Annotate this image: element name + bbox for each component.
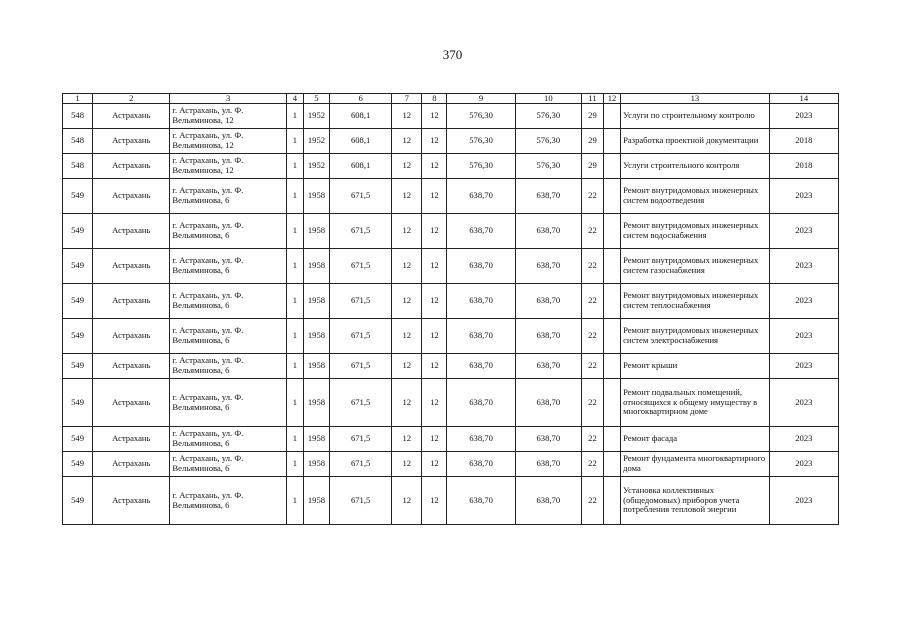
area-cell: 671,5 — [330, 427, 392, 452]
column-9-cell: 576,30 — [447, 104, 515, 129]
area-cell: 671,5 — [330, 214, 392, 249]
address-cell: г. Астрахань, ул. Ф. Вельяминова, 6 — [170, 452, 286, 477]
term-year-cell: 2018 — [769, 129, 838, 154]
column-4-cell: 1 — [286, 354, 303, 379]
column-number: 7 — [392, 94, 422, 104]
column-number: 1 — [63, 94, 93, 104]
column-number: 3 — [170, 94, 286, 104]
column-10-cell: 638,70 — [515, 452, 581, 477]
column-12-cell — [604, 452, 621, 477]
city-cell: Астрахань — [93, 452, 170, 477]
year-cell: 1958 — [303, 477, 329, 525]
column-7-cell: 12 — [392, 179, 422, 214]
work-type-cell: Ремонт крыши — [621, 354, 770, 379]
column-11-cell: 22 — [581, 179, 603, 214]
table-row — [63, 379, 839, 427]
column-number-row — [63, 94, 839, 104]
address-cell: г. Астрахань, ул. Ф. Вельяминова, 6 — [170, 249, 286, 284]
city-cell: Астрахань — [93, 427, 170, 452]
area-cell: 608,1 — [330, 154, 392, 179]
city-cell: Астрахань — [93, 179, 170, 214]
column-11-cell: 22 — [581, 477, 603, 525]
column-9-cell: 638,70 — [447, 354, 515, 379]
column-9-cell: 638,70 — [447, 379, 515, 427]
column-10-cell: 576,30 — [515, 129, 581, 154]
column-9-cell: 638,70 — [447, 427, 515, 452]
address-cell: г. Астрахань, ул. Ф. Вельяминова, 6 — [170, 214, 286, 249]
column-4-cell: 1 — [286, 319, 303, 354]
column-10-cell: 638,70 — [515, 179, 581, 214]
work-type-cell: Ремонт подвальных помещений, относящихся к общему имуществу в многоквартирном доме — [621, 379, 770, 427]
term-year-cell: 2018 — [769, 154, 838, 179]
term-year-cell: 2023 — [769, 427, 838, 452]
table-row — [63, 319, 839, 354]
column-9-cell: 638,70 — [447, 249, 515, 284]
column-9-cell: 576,30 — [447, 154, 515, 179]
work-type-cell: Услуги строительного контроля — [621, 154, 770, 179]
column-7-cell: 12 — [392, 284, 422, 319]
table-row — [63, 452, 839, 477]
column-10-cell: 638,70 — [515, 284, 581, 319]
column-11-cell: 29 — [581, 154, 603, 179]
work-type-cell: Установка коллективных (общедомовых) приборов учета потребления тепловой энергии — [621, 477, 770, 525]
column-number: 6 — [330, 94, 392, 104]
column-9-cell: 638,70 — [447, 179, 515, 214]
table-row — [63, 179, 839, 214]
work-type-cell: Ремонт внутридомовых инженерных систем электроснабжения — [621, 319, 770, 354]
column-11-cell: 22 — [581, 214, 603, 249]
term-year-cell: 2023 — [769, 284, 838, 319]
city-cell: Астрахань — [93, 379, 170, 427]
address-cell: г. Астрахань, ул. Ф. Вельяминова, 6 — [170, 477, 286, 525]
table-row — [63, 354, 839, 379]
area-cell: 671,5 — [330, 319, 392, 354]
column-4-cell: 1 — [286, 249, 303, 284]
column-8-cell: 12 — [422, 179, 447, 214]
work-type-cell: Ремонт внутридомовых инженерных систем теплоснабжения — [621, 284, 770, 319]
work-type-cell: Ремонт фасада — [621, 427, 770, 452]
column-8-cell: 12 — [422, 354, 447, 379]
column-12-cell — [604, 249, 621, 284]
row-number: 549 — [63, 179, 93, 214]
column-number: 11 — [581, 94, 603, 104]
column-11-cell: 22 — [581, 354, 603, 379]
table-row — [63, 477, 839, 525]
column-10-cell: 638,70 — [515, 477, 581, 525]
column-7-cell: 12 — [392, 249, 422, 284]
column-8-cell: 12 — [422, 249, 447, 284]
column-4-cell: 1 — [286, 284, 303, 319]
column-4-cell: 1 — [286, 179, 303, 214]
table-row — [63, 284, 839, 319]
column-9-cell: 576,30 — [447, 129, 515, 154]
row-number: 549 — [63, 477, 93, 525]
city-cell: Астрахань — [93, 104, 170, 129]
column-9-cell: 638,70 — [447, 452, 515, 477]
column-7-cell: 12 — [392, 319, 422, 354]
column-4-cell: 1 — [286, 154, 303, 179]
repair-schedule-table — [62, 93, 839, 525]
column-10-cell: 638,70 — [515, 427, 581, 452]
work-type-cell: Услуги по строительному контролю — [621, 104, 770, 129]
city-cell: Астрахань — [93, 129, 170, 154]
column-4-cell: 1 — [286, 379, 303, 427]
column-12-cell — [604, 284, 621, 319]
column-12-cell — [604, 129, 621, 154]
column-4-cell: 1 — [286, 477, 303, 525]
column-4-cell: 1 — [286, 129, 303, 154]
year-cell: 1952 — [303, 154, 329, 179]
column-7-cell: 12 — [392, 354, 422, 379]
column-12-cell — [604, 214, 621, 249]
table-body — [63, 94, 839, 525]
column-10-cell: 638,70 — [515, 354, 581, 379]
city-cell: Астрахань — [93, 477, 170, 525]
area-cell: 608,1 — [330, 104, 392, 129]
column-9-cell: 638,70 — [447, 284, 515, 319]
year-cell: 1958 — [303, 354, 329, 379]
area-cell: 671,5 — [330, 284, 392, 319]
term-year-cell: 2023 — [769, 379, 838, 427]
column-12-cell — [604, 319, 621, 354]
column-number: 13 — [621, 94, 770, 104]
address-cell: г. Астрахань, ул. Ф. Вельяминова, 12 — [170, 154, 286, 179]
column-8-cell: 12 — [422, 214, 447, 249]
city-cell: Астрахань — [93, 214, 170, 249]
column-number: 10 — [515, 94, 581, 104]
column-8-cell: 12 — [422, 477, 447, 525]
column-7-cell: 12 — [392, 154, 422, 179]
address-cell: г. Астрахань, ул. Ф. Вельяминова, 6 — [170, 179, 286, 214]
area-cell: 671,5 — [330, 379, 392, 427]
table-row — [63, 249, 839, 284]
term-year-cell: 2023 — [769, 104, 838, 129]
term-year-cell: 2023 — [769, 179, 838, 214]
column-7-cell: 12 — [392, 452, 422, 477]
address-cell: г. Астрахань, ул. Ф. Вельяминова, 6 — [170, 284, 286, 319]
column-9-cell: 638,70 — [447, 319, 515, 354]
city-cell: Астрахань — [93, 249, 170, 284]
city-cell: Астрахань — [93, 319, 170, 354]
column-8-cell: 12 — [422, 452, 447, 477]
row-number: 549 — [63, 452, 93, 477]
row-number: 549 — [63, 319, 93, 354]
column-12-cell — [604, 154, 621, 179]
row-number: 549 — [63, 379, 93, 427]
column-8-cell: 12 — [422, 154, 447, 179]
table-row — [63, 427, 839, 452]
table-row — [63, 129, 839, 154]
column-7-cell: 12 — [392, 379, 422, 427]
column-7-cell: 12 — [392, 129, 422, 154]
page-number: 370 — [442, 47, 463, 62]
area-cell: 671,5 — [330, 477, 392, 525]
column-10-cell: 638,70 — [515, 319, 581, 354]
address-cell: г. Астрахань, ул. Ф. Вельяминова, 6 — [170, 354, 286, 379]
column-10-cell: 638,70 — [515, 249, 581, 284]
work-type-cell: Разработка проектной документации — [621, 129, 770, 154]
city-cell: Астрахань — [93, 284, 170, 319]
area-cell: 671,5 — [330, 452, 392, 477]
column-number: 12 — [604, 94, 621, 104]
term-year-cell: 2023 — [769, 452, 838, 477]
year-cell: 1958 — [303, 179, 329, 214]
column-11-cell: 22 — [581, 379, 603, 427]
address-cell: г. Астрахань, ул. Ф. Вельяминова, 12 — [170, 104, 286, 129]
column-11-cell: 22 — [581, 284, 603, 319]
row-number: 549 — [63, 354, 93, 379]
column-7-cell: 12 — [392, 214, 422, 249]
term-year-cell: 2023 — [769, 477, 838, 525]
row-number: 549 — [63, 427, 93, 452]
area-cell: 671,5 — [330, 179, 392, 214]
table-row — [63, 214, 839, 249]
address-cell: г. Астрахань, ул. Ф. Вельяминова, 6 — [170, 427, 286, 452]
column-10-cell: 576,30 — [515, 104, 581, 129]
column-4-cell: 1 — [286, 104, 303, 129]
column-12-cell — [604, 104, 621, 129]
work-type-cell: Ремонт внутридомовых инженерных систем водоотведения — [621, 179, 770, 214]
column-11-cell: 22 — [581, 427, 603, 452]
column-11-cell: 22 — [581, 249, 603, 284]
column-8-cell: 12 — [422, 104, 447, 129]
column-7-cell: 12 — [392, 477, 422, 525]
column-number: 5 — [303, 94, 329, 104]
year-cell: 1952 — [303, 129, 329, 154]
term-year-cell: 2023 — [769, 354, 838, 379]
column-4-cell: 1 — [286, 452, 303, 477]
column-10-cell: 638,70 — [515, 379, 581, 427]
column-number: 14 — [769, 94, 838, 104]
column-8-cell: 12 — [422, 427, 447, 452]
column-11-cell: 22 — [581, 452, 603, 477]
address-cell: г. Астрахань, ул. Ф. Вельяминова, 6 — [170, 379, 286, 427]
column-11-cell: 29 — [581, 129, 603, 154]
column-11-cell: 22 — [581, 319, 603, 354]
year-cell: 1958 — [303, 379, 329, 427]
term-year-cell: 2023 — [769, 319, 838, 354]
term-year-cell: 2023 — [769, 249, 838, 284]
column-12-cell — [604, 427, 621, 452]
year-cell: 1952 — [303, 104, 329, 129]
year-cell: 1958 — [303, 319, 329, 354]
area-cell: 671,5 — [330, 354, 392, 379]
city-cell: Астрахань — [93, 354, 170, 379]
address-cell: г. Астрахань, ул. Ф. Вельяминова, 12 — [170, 129, 286, 154]
column-number: 2 — [93, 94, 170, 104]
year-cell: 1958 — [303, 427, 329, 452]
row-number: 549 — [63, 249, 93, 284]
column-10-cell: 638,70 — [515, 214, 581, 249]
city-cell: Астрахань — [93, 154, 170, 179]
column-8-cell: 12 — [422, 129, 447, 154]
column-12-cell — [604, 379, 621, 427]
area-cell: 671,5 — [330, 249, 392, 284]
row-number: 549 — [63, 284, 93, 319]
work-type-cell: Ремонт внутридомовых инженерных систем газоснабжения — [621, 249, 770, 284]
column-10-cell: 576,30 — [515, 154, 581, 179]
row-number: 549 — [63, 214, 93, 249]
table-row — [63, 154, 839, 179]
row-number: 548 — [63, 104, 93, 129]
row-number: 548 — [63, 154, 93, 179]
column-7-cell: 12 — [392, 427, 422, 452]
column-4-cell: 1 — [286, 214, 303, 249]
table-row — [63, 104, 839, 129]
year-cell: 1958 — [303, 284, 329, 319]
column-12-cell — [604, 179, 621, 214]
year-cell: 1958 — [303, 452, 329, 477]
work-type-cell: Ремонт фундамента многоквартирного дома — [621, 452, 770, 477]
column-12-cell — [604, 477, 621, 525]
column-8-cell: 12 — [422, 379, 447, 427]
year-cell: 1958 — [303, 249, 329, 284]
column-9-cell: 638,70 — [447, 477, 515, 525]
column-number: 8 — [422, 94, 447, 104]
year-cell: 1958 — [303, 214, 329, 249]
term-year-cell: 2023 — [769, 214, 838, 249]
column-11-cell: 29 — [581, 104, 603, 129]
column-4-cell: 1 — [286, 427, 303, 452]
column-8-cell: 12 — [422, 284, 447, 319]
column-8-cell: 12 — [422, 319, 447, 354]
column-number: 4 — [286, 94, 303, 104]
work-type-cell: Ремонт внутридомовых инженерных систем водоснабжения — [621, 214, 770, 249]
column-7-cell: 12 — [392, 104, 422, 129]
column-12-cell — [604, 354, 621, 379]
column-number: 9 — [447, 94, 515, 104]
column-9-cell: 638,70 — [447, 214, 515, 249]
row-number: 548 — [63, 129, 93, 154]
address-cell: г. Астрахань, ул. Ф. Вельяминова, 6 — [170, 319, 286, 354]
area-cell: 608,1 — [330, 129, 392, 154]
